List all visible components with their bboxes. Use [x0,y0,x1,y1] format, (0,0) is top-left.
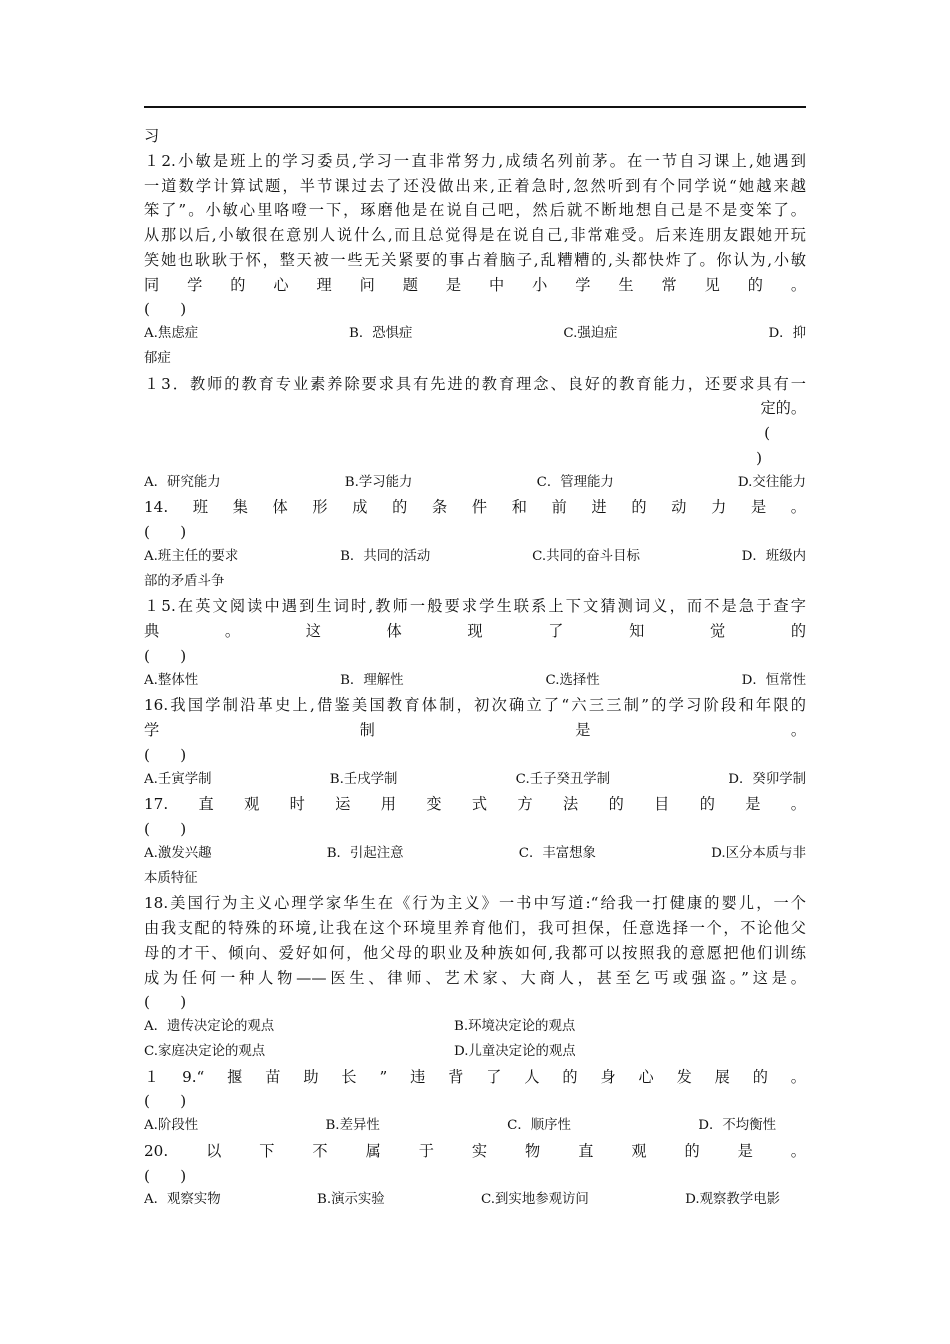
answer-parenthesis: ( ) [144,1166,187,1185]
question-text-line: 笨了”。小敏心里咯噔一下，琢磨他是在说自己吧，然后就不断地想自己是不是变笨了。 [144,201,806,220]
option-d: D.儿童决定论的观点 [454,1043,576,1059]
option-d: D.交往能力 [737,474,806,490]
option-c: C.共同的奋斗目标 [532,548,640,564]
question-text-line: 母的才干、倾向、爱好如何，他父母的职业及种族如何,我都可以按照我的意愿把他们训练 [144,943,806,962]
option-a: A.整体性 [144,672,199,688]
options-row [144,471,806,496]
option-b: B.差异性 [325,1118,380,1133]
question-text-line: １5.在英文阅读中遇到生词时,教师一般要求学生联系上下文猜测词义，而不是急于查字 [144,597,806,616]
question-text-line: 20.以下不属于实物直观的是。 [144,1141,806,1160]
question-19 [144,1065,806,1139]
option-b: B．共同的活动 [340,548,431,564]
options-row [144,1040,806,1065]
option-d: D.观察教学电影 [685,1192,780,1208]
answer-parenthesis: ( ) [144,1092,187,1111]
question-text-line: １2.小敏是班上的学习委员,学习一直非常努力,成绩名列前茅。在一节自习课上,她遇到 [144,151,806,170]
continuation-text: 习 [144,127,160,145]
option-c: C.选择性 [545,672,600,688]
option-b: B.壬戌学制 [329,771,398,787]
options-row [144,768,806,793]
option-continuation: 本质特征 [144,870,198,886]
question-12 [144,149,806,372]
option-c: C.家庭决定论的观点 [144,1043,266,1059]
question-15 [144,594,806,693]
question-text-line: 定的。 [760,399,806,418]
question-text-line: 16.我国学制沿革史上,借鉴美国教育体制，初次确立了“六三三制”的学习阶段和年限的 [144,696,806,715]
option-c: C．管理能力 [536,474,614,490]
question-text-line: 笑她也耿耿于怀，整天被一些无关紧要的事占着脑子,乱糟糟的,头都快炸了。你认为,小敏 [144,250,806,269]
question-text-line: 同学的心理问题是中小学生常见的。 [144,275,806,294]
option-d: D．抑 [768,326,806,341]
question-20 [144,1139,806,1213]
option-c: C.到实地参观访问 [481,1192,589,1208]
question-text-line: 一道数学计算试题，半节课过去了还没做出来,正着急时,忽然听到有个同学说“她越来越 [144,176,806,195]
option-b: B.学习能力 [344,474,413,490]
option-continuation: 郁症 [144,350,171,366]
question-text-line: １9.“揠苗助长”违背了人的身心发展的。 [144,1067,806,1086]
options-row [144,1188,806,1213]
option-a: A.壬寅学制 [144,771,212,787]
option-b: B．引起注意 [326,845,404,861]
question-13 [144,372,806,496]
question-18 [144,891,806,1064]
option-c: C．丰富想象 [518,845,596,861]
question-text-line: 典。这体现了知觉的 [144,622,806,640]
option-a: A.焦虑症 [144,326,199,341]
question-text-line: 学制是。 [144,721,806,739]
options-row [144,1015,806,1040]
question-text-line: 成为任何一种人物——医生、律师、艺术家、大商人，甚至乞丐或强盗。”这是。 [144,968,806,987]
question-text-line: 从那以后,小敏很在意别人说什么,而且总觉得是在说自己,非常难受。后来连朋友跟她开玩 [144,226,806,244]
option-b: B．恐惧症 [349,326,413,341]
answer-parenthesis: ( ) [144,993,187,1012]
option-d: D．班级内 [741,548,806,564]
options-row [144,842,806,867]
answer-parenthesis: ( ) [144,523,187,541]
option-d: D．恒常性 [741,672,806,688]
header-rule [144,106,806,108]
question-text-line: 14.班集体形成的条件和前进的动力是。 [144,498,806,517]
option-b: B．理解性 [340,672,404,688]
options-row [144,669,806,694]
question-text-line: 由我支配的特殊的环境,让我在这个环境里养育他们，我可担保，任意选择一个，不论他父 [144,919,806,937]
question-17 [144,792,806,891]
option-continuation: 部的矛盾斗争 [144,573,225,589]
answer-parenthesis: ( ) [144,820,187,838]
exam-page [144,124,806,1213]
option-b: B.演示实验 [316,1192,385,1208]
answer-parenthesis: ( ) [144,300,187,319]
option-a: A.激发兴趣 [144,845,212,861]
question-text-line: 17.直观时运用变式方法的目的是。 [144,795,806,814]
answer-parenthesis: ( ) [144,745,187,764]
option-b: B.环境决定论的观点 [454,1019,576,1034]
option-a: A.阶段性 [144,1118,199,1133]
options-row [144,1114,806,1139]
question-text-line: 18.美国行为主义心理学家华生在《行为主义》一书中写道:“给我一打健康的婴儿，一个 [144,894,806,913]
option-c: C．顺序性 [507,1118,571,1133]
option-d: D．不均衡性 [698,1118,776,1133]
options-row [144,322,806,347]
options-row [144,545,806,570]
option-a: A．遗传决定论的观点 [144,1019,275,1034]
option-c: C.强迫症 [563,326,618,341]
question-16 [144,693,806,792]
option-d: D.区分本质与非 [711,845,806,861]
question-14 [144,495,806,594]
option-a: A.班主任的要求 [144,548,239,564]
answer-parenthesis: ( ) [144,646,187,665]
option-c: C.壬子癸丑学制 [515,771,611,787]
option-a: A．观察实物 [144,1192,221,1208]
answer-parenthesis: ) [756,448,762,467]
option-a: A．研究能力 [144,474,221,490]
answer-parenthesis: ( [764,424,770,442]
option-d: D．癸卯学制 [728,771,806,787]
question-text-line: １3．教师的教育专业素养除要求具有先进的教育理念、良好的教育能力，还要求具有一 [144,374,806,393]
